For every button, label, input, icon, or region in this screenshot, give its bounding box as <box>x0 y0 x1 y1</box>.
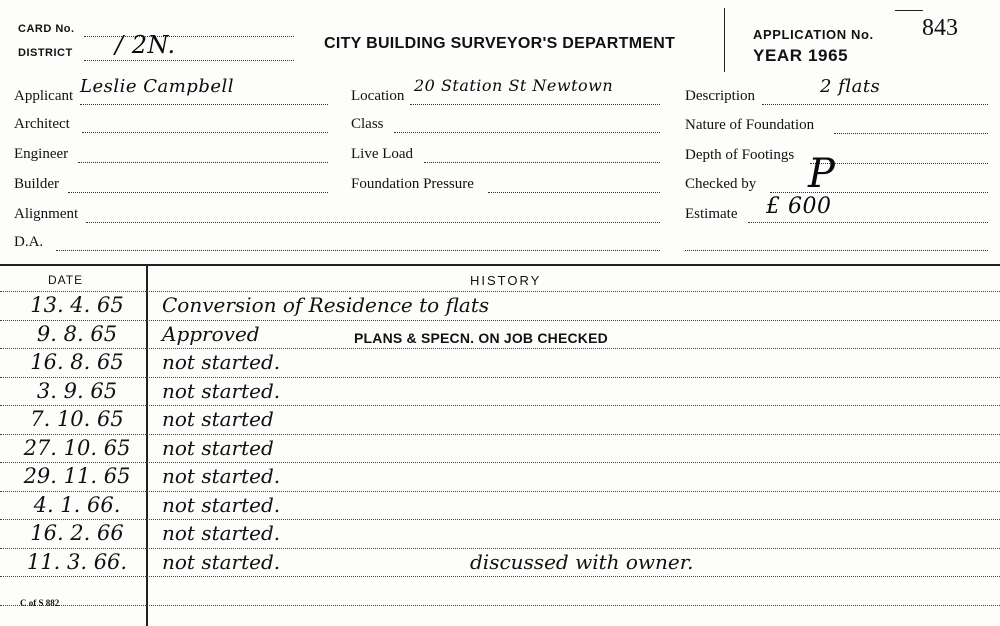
date-header: DATE <box>48 273 84 287</box>
history-row <box>0 349 1000 378</box>
architect-line <box>82 132 328 133</box>
department-title: CITY BUILDING SURVEYOR'S DEPARTMENT <box>324 35 676 52</box>
builder-label: Builder <box>14 176 59 192</box>
class-line <box>394 132 660 133</box>
history-entry: not started <box>162 407 274 431</box>
history-entry: not started. <box>162 464 281 488</box>
nature-of-foundation-label: Nature of Foundation <box>685 117 815 133</box>
history-entry: Approved <box>162 321 260 346</box>
card-no-label: CARD No. <box>18 23 75 35</box>
application-box-rule <box>724 8 725 72</box>
history-row <box>0 492 1000 521</box>
history-date: 3. 9. 65 <box>36 378 118 403</box>
plans-checked-stamp: PLANS & SPECN. ON JOB CHECKED <box>354 329 608 346</box>
year-label: YEAR 1965 <box>753 46 849 65</box>
live-load-line <box>424 162 660 163</box>
history-entry: not started. <box>162 492 281 517</box>
application-number: 843 <box>922 15 958 41</box>
description-value: 2 flats <box>820 76 881 97</box>
history-header: HISTORY <box>470 273 542 288</box>
history-row <box>0 520 1000 549</box>
history-top-rule <box>0 264 1000 266</box>
history-row <box>0 406 1000 435</box>
da-line <box>56 250 660 251</box>
history-entry: Conversion of Residence to flats <box>162 293 490 317</box>
da-label: D.A. <box>14 234 44 250</box>
history-date: 11. 3. 66. <box>26 549 128 574</box>
history-row <box>0 378 1000 407</box>
estimate-value: £ 600 <box>766 194 832 219</box>
history-date: 27. 10. 65 <box>23 435 131 460</box>
builder-line <box>68 192 328 193</box>
live-load-label: Live Load <box>351 146 414 162</box>
estimate-label: Estimate <box>685 206 738 222</box>
history-date: 16. 2. 66 <box>30 521 124 545</box>
row-line <box>0 576 1000 577</box>
applicant-line <box>80 104 328 105</box>
location-value: 20 Station St Newtown <box>414 76 614 95</box>
history-date: 4. 1. 66. <box>33 492 121 517</box>
application-label: APPLICATION No. <box>753 27 874 42</box>
district-label: DISTRICT <box>18 47 73 59</box>
history-row <box>0 321 1000 350</box>
application-number-tick <box>895 10 923 11</box>
history-entry: not started. <box>162 521 281 545</box>
district-value: / 2N. <box>115 31 176 59</box>
checked-by-line <box>770 192 988 193</box>
history-row <box>0 435 1000 464</box>
estimate-line <box>748 222 988 223</box>
checked-by-value: P <box>808 151 836 197</box>
foundation-pressure-label: Foundation Pressure <box>351 176 474 192</box>
history-date: 13. 4. 65 <box>30 293 124 317</box>
history-row <box>0 292 1000 321</box>
description-line <box>762 104 988 105</box>
history-row <box>0 549 1000 578</box>
extra-line <box>685 250 988 251</box>
history-row <box>0 463 1000 492</box>
depth-of-footings-label: Depth of Footings <box>685 147 795 163</box>
history-date: 9. 8. 65 <box>36 321 118 346</box>
engineer-label: Engineer <box>14 146 69 162</box>
depth-of-footings-line <box>810 163 988 164</box>
location-line <box>410 104 660 105</box>
nature-of-foundation-line <box>834 133 988 134</box>
history-date: 29. 11. 65 <box>23 464 131 488</box>
foundation-pressure-line <box>488 192 660 193</box>
history-note: discussed with owner. <box>470 549 694 574</box>
alignment-line <box>86 222 660 223</box>
history-entry: not started. <box>162 549 281 574</box>
engineer-line <box>78 162 328 163</box>
description-label: Description <box>685 88 755 104</box>
history-entry: not started <box>162 435 274 460</box>
class-label: Class <box>351 116 384 132</box>
alignment-label: Alignment <box>14 206 79 222</box>
checked-by-label: Checked by <box>685 176 757 192</box>
history-date: 7. 10. 65 <box>30 407 124 431</box>
form-code: C of S 882 <box>20 598 60 608</box>
history-blank-line <box>0 605 1000 606</box>
location-label: Location <box>351 88 405 104</box>
architect-label: Architect <box>14 116 70 132</box>
district-line <box>84 60 294 61</box>
applicant-label: Applicant <box>14 88 74 104</box>
applicant-value: Leslie Campbell <box>80 76 235 97</box>
history-entry: not started. <box>162 378 281 403</box>
history-entry: not started. <box>162 350 281 374</box>
history-date: 16. 8. 65 <box>30 350 124 374</box>
